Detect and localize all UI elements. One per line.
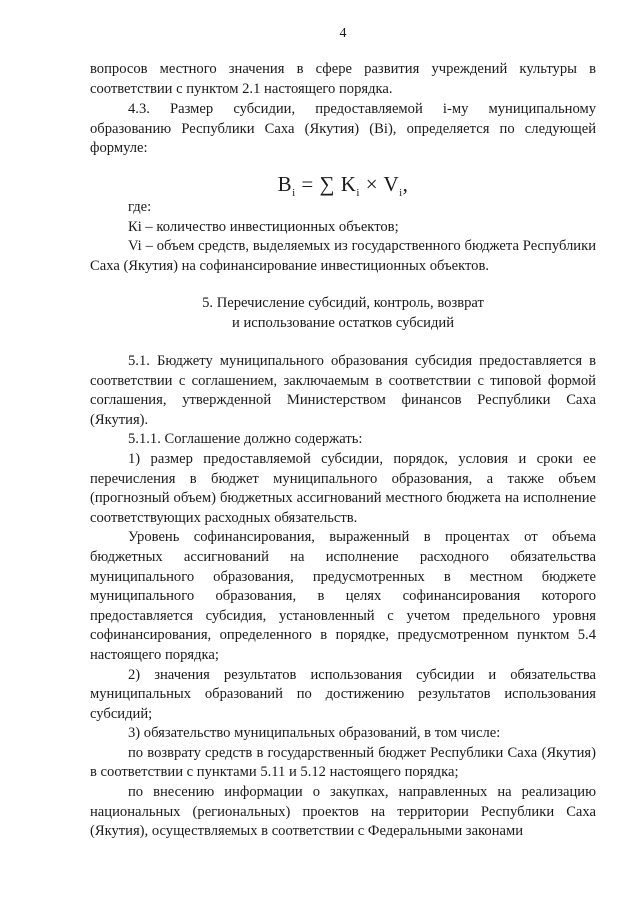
list-item-1: 1) размер предоставляемой субсидии, порядок, условия и сроки ее перечисления в бюджет муниципального образования, а также объем (прогнозный объем) бюджетных ассигнований местного бюджета на исполнение соответствующих расходных обязательств. xyxy=(90,450,596,526)
where-label: где: xyxy=(128,199,152,215)
formula-k: K xyxy=(340,172,357,196)
section-heading-line-1: 5. Перечисление субсидий, контроль, возврат xyxy=(202,295,484,311)
formula-equals-sum: = ∑ xyxy=(295,172,341,196)
list-item-2: 2) значения результатов использования субсидии и обязательства муниципальных образований по достижению результатов использования субсидий; xyxy=(90,666,596,722)
list-item-3b: по внесению информации о закупках, направленных на реализацию национальных (региональных) проектов на территории Республики Саха (Якутия), осуществляемых в соответствии с Федеральными законами xyxy=(90,784,596,840)
definition-k: Кi – количество инвестиционных объектов; xyxy=(128,218,399,235)
formula-tail: , xyxy=(402,172,409,196)
cofinancing-level-paragraph: Уровень софинансирования, выраженный в процентах от объема бюджетных ассигнований на исполнение расходного обязательства муниципального образования, предусмотренных в местном бюджете муниципального образования, в целях софинансирования которого предоставляется субсидия, установленный с учетом предельного уровня софинансирования, определенного в порядке, предусмотренном пунктом 5.4 настоящего порядка; xyxy=(90,529,596,663)
list-item-3: 3) обязательство муниципальных образований, в том числе: xyxy=(128,725,501,742)
formula-lhs: B xyxy=(277,172,293,196)
formula-times: × xyxy=(359,172,384,196)
definitions-block xyxy=(90,198,596,276)
paragraph-5-1-1: 5.1.1. Соглашение должно содержать: xyxy=(128,431,363,448)
section-heading-line-2: и использование остатков субсидий xyxy=(232,314,454,331)
section-5-body xyxy=(90,352,596,842)
section-5-heading xyxy=(90,294,596,333)
intro-paragraph-block xyxy=(90,60,596,99)
paragraph-4-3: 4.3. Размер субсидии, предоставляемой i-му муниципальному образованию Республики Саха (Якутия) (Вi), определяется по следующей формуле: xyxy=(90,101,596,157)
list-item-3a: по возврату средств в государственный бюджет Республики Саха (Якутия) в соответствии с пунктами 5.11 и 5.12 настоящего порядка; xyxy=(90,744,596,781)
formula-v: V xyxy=(383,172,400,196)
definition-v: Vi – объем средств, выделяемых из государственного бюджета Республики Саха (Якутия) на софинансирование инвестиционных объектов. xyxy=(90,238,596,274)
formula-k-subscript: i xyxy=(356,187,360,200)
page-number: 4 xyxy=(339,26,347,41)
formula-v-subscript: i xyxy=(399,187,403,200)
intro-paragraph: вопросов местного значения в сфере развития учреждений культуры в соответствии с пунктом 2.1 настоящего порядка. xyxy=(90,61,596,97)
subsidy-formula xyxy=(90,172,596,199)
paragraph-5-1: 5.1. Бюджету муниципального образования субсидия предоставляется в соответствии с соглашением, заключаемым в соответствии с типовой формой соглашения, утвержденной Министерством финансов Республики Саха (Якутия). xyxy=(90,353,596,428)
paragraph-4-3-block xyxy=(90,100,596,159)
formula-lhs-subscript: i xyxy=(292,187,296,200)
